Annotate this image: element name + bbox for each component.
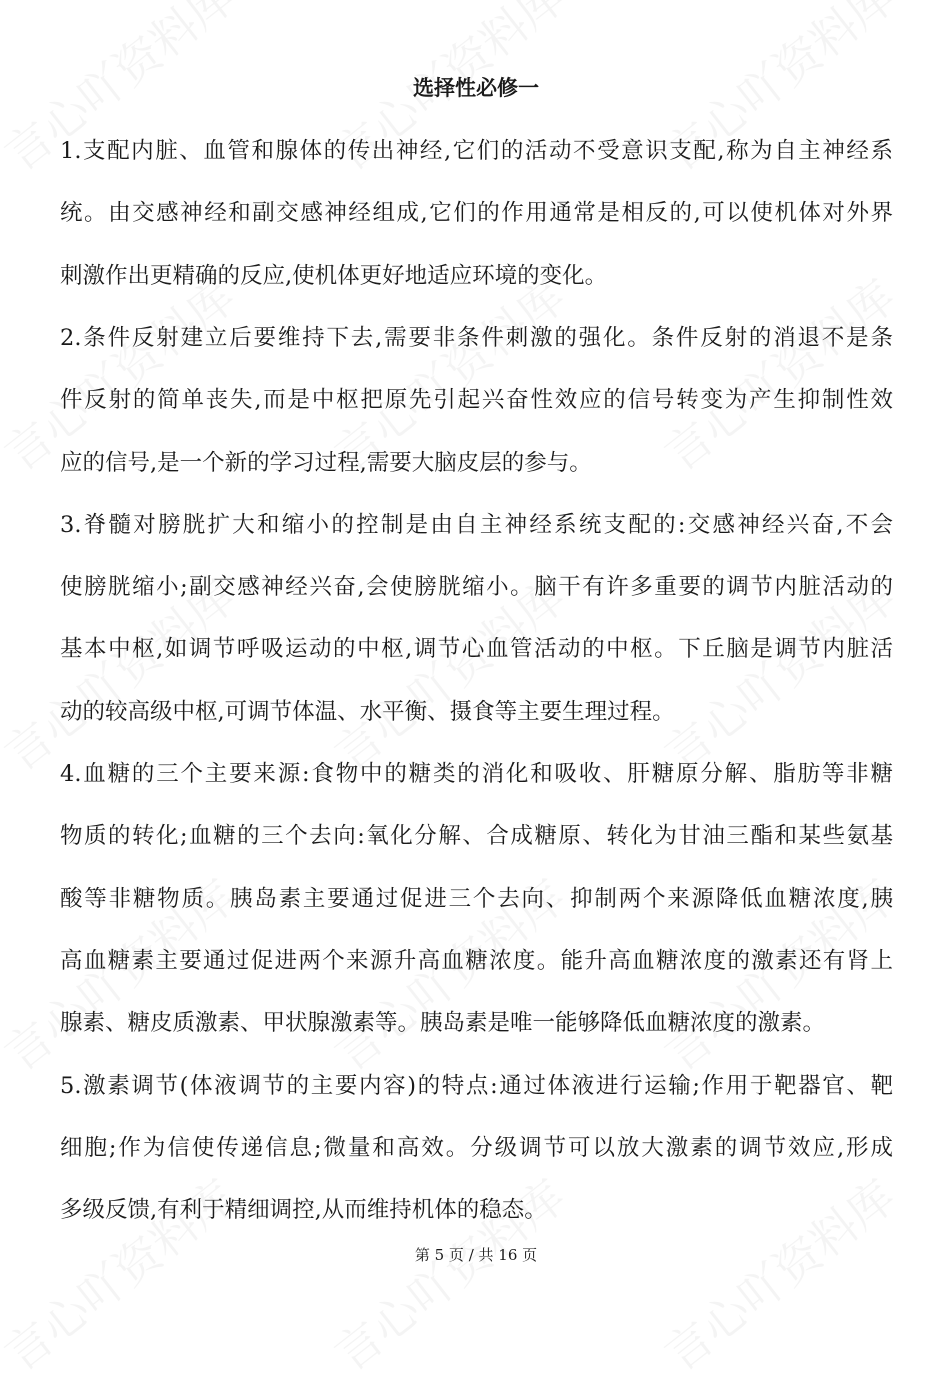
paragraph-1-line: 1.支配内脏、血管和腺体的传出神经,它们的活动不受意识支配,称为自主神经系 [60,138,893,164]
paragraph-3-line: 动的较高级中枢,可调节体温、水平衡、摄食等主要生理过程。 [60,698,675,725]
paragraph-4-line: 物质的转化;血糖的三个去向:氧化分解、合成糖原、转化为甘油三酯和某些氨基 [60,823,893,850]
paragraph-4-line: 4.血糖的三个主要来源:食物中的糖类的消化和吸收、肝糖原分解、脂肪等非糖 [60,761,893,787]
paragraph-3-line: 使膀胱缩小;副交感神经兴奋,会使膀胱缩小。脑干有许多重要的调节内脏活动的 [60,574,893,601]
page-number-footer: 第 5 页 / 共 16 页 [414,1246,538,1264]
page-title: 选择性必修一 [413,75,539,100]
paragraph-1-line: 统。由交感神经和副交感神经组成,它们的作用通常是相反的,可以使机体对外界 [60,200,893,227]
paragraph-5-line: 多级反馈,有利于精细调控,从而维持机体的稳态。 [60,1197,547,1224]
paragraph-5-line: 5.激素调节(体液调节的主要内容)的特点:通过体液进行运输;作用于靶器官、靶 [60,1072,893,1099]
paragraph-3-line: 基本中枢,如调节呼吸运动的中枢,调节心血管活动的中枢。下丘脑是调节内脏活 [60,636,893,663]
paragraph-4-line: 酸等非糖物质。胰岛素主要通过促进三个去向、抑制两个来源降低血糖浓度,胰 [60,885,893,912]
paragraph-4-line: 高血糖素主要通过促进两个来源升高血糖浓度。能升高血糖浓度的激素还有肾上 [60,947,893,974]
paragraph-2-line: 应的信号,是一个新的学习过程,需要大脑皮层的参与。 [60,449,592,476]
paragraph-2-line: 件反射的简单丧失,而是中枢把原先引起兴奋性效应的信号转变为产生抑制性效 [60,387,893,414]
paragraph-2-line: 2.条件反射建立后要维持下去,需要非条件刺激的强化。条件反射的消退不是条 [60,324,893,351]
paragraph-5-line: 细胞;作为信使传递信息;微量和高效。分级调节可以放大激素的调节效应,形成 [60,1134,893,1161]
paragraph-3-line: 3.脊髓对膀胱扩大和缩小的控制是由自主神经系统支配的:交感神经兴奋,不会 [60,511,893,538]
paragraph-1-line: 刺激作出更精确的反应,使机体更好地适应环境的变化。 [60,262,608,289]
paragraph-4-line: 腺素、糖皮质激素、甲状腺激素等。胰岛素是唯一能够降低血糖浓度的激素。 [60,1010,826,1037]
